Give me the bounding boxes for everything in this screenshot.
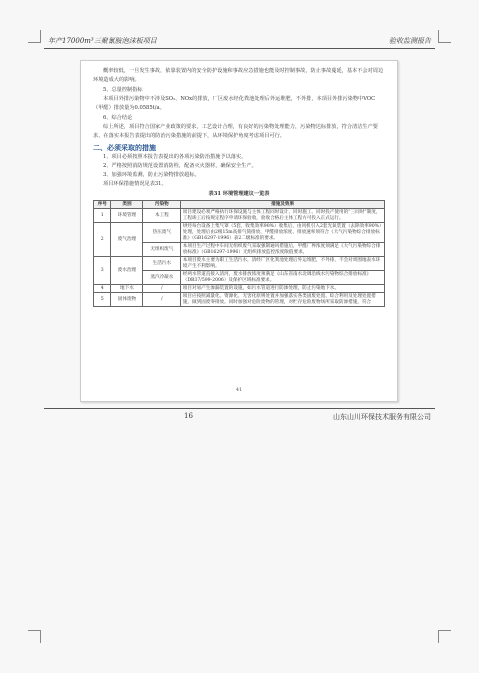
section5-title: 5、总量控制指标: [103, 87, 143, 93]
measure-2: 2、严格按照消防规范设置消防栓，配备灭火器材，确保安全生产。: [103, 163, 257, 169]
cell-measure: 项目建设必须严格执行环保设施与主体工程同时设计、同时施工、同时投产使用的“三同时”制度，工程竣工后按规定程序申请环保验收，验收合格后主体工程方可投入正式运行。: [181, 209, 385, 223]
crop-mark-top-right: [438, 30, 451, 43]
crop-mark-bottom-right: [438, 630, 451, 643]
cell-pollutant: 本工程: [143, 209, 181, 223]
cell-category: 固体废物: [111, 293, 143, 307]
table-row: [94, 223, 385, 243]
col-header-category: 类别: [111, 201, 143, 209]
section6-title: 6、综合结论: [103, 115, 133, 121]
cell-pollutant: 无组织废气: [143, 243, 181, 257]
cell-pollutant: 蒸汽冷凝水: [143, 271, 181, 285]
env-management-table: [93, 200, 385, 307]
measure-1: 1、项目必须按照本报告表提出的各项污染防治措施予以落实。: [103, 154, 247, 160]
footer-page-number: 16: [184, 412, 193, 420]
section5-text: 本项目外排污染物中不涉及SO₂、NOx的排放，厂区废水经化粪池处理后外运堆肥，不外排，本项目外排污染物中VOC（甲醛）排放量为0.0585t/a。: [93, 96, 376, 111]
cell-category: 环境管理: [111, 209, 143, 223]
project-title: 年产17000m³三聚氰胺泡沫板项目: [48, 37, 157, 45]
crop-mark-top-left: [28, 30, 41, 43]
cell-measure: 经两水管道直接入清河，废水排放浓度须满足《山东省南水北调沿线水污染物综合排放标准》（DB37/599-2006）及保护区域标准要求。: [181, 271, 385, 285]
cell-pollutant: 热压废气: [143, 223, 181, 243]
cell-no: 1: [94, 209, 111, 223]
report-header: [44, 34, 435, 49]
cell-no: 4: [94, 285, 111, 293]
paragraph-risk: 概率较低，一旦发生事故，依靠装置内的安全防护设施和事故应急措施也能及时控制事故，防止事故蔓延，基本不会对周边环境造成大的影响。: [93, 68, 384, 83]
cell-category: 废水治理: [111, 257, 143, 285]
col-header-measure: 措施及效果: [181, 201, 385, 209]
cell-measure: 本项目生产过程中车间无组织废气采取强制通风措施后，甲醛厂界浓度须满足《大气污染物综合排放标准》（GB16297-1996）无组织排放监控浓度限值要求。: [181, 243, 385, 257]
table-row: [94, 285, 385, 293]
table-row: [94, 293, 385, 307]
cell-no: 3: [94, 257, 111, 285]
table-caption: 表31 环境管理建议一览表: [208, 191, 270, 197]
section6-text: 综上所述，项目符合国家产业政策的要求，工艺设计合理，有良好的污染物处理能力，污染物达标排放，符合清洁生产要求，在落实本报告表提出的防治污染措施的前提下，从环境保护角度考虑项目可行。: [93, 124, 378, 139]
scanned-page: [80, 60, 398, 402]
col-header-no: 序号: [94, 201, 111, 209]
section2-heading: 二、必须采取的措施: [93, 143, 156, 152]
cell-no: 5: [94, 293, 111, 307]
cell-pollutant: /: [143, 285, 181, 293]
measure-4: 项目环保措施情况见表31。: [103, 181, 167, 187]
cell-pollutant: /: [143, 293, 181, 307]
cell-category: 废气治理: [111, 223, 143, 257]
table-row: [94, 257, 385, 271]
page-content: [93, 67, 385, 307]
measure-3: 3、加强环境监测，防止污染物排放超标。: [103, 172, 200, 178]
report-type: 验收监测报告: [389, 37, 431, 45]
crop-mark-bottom-left: [28, 630, 41, 643]
cell-no: 2: [94, 223, 111, 257]
cell-category: 地下水: [111, 285, 143, 293]
cell-measure: 本项目废水主要为职工生活污水，清经厂区化粪池处理后外运堆肥，不外排，不会对周围地表水环境产生不利影响。: [181, 257, 385, 271]
footer-company: 山东山川环保技术服务有限公司: [333, 413, 431, 421]
table-row: [94, 209, 385, 223]
cell-measure: 烘烃每台设备上集气罩（5套，收集效率90%）收集后，由风机引入2套光氧装置（去除效率90%）处理，处理后由2根15m高排气筒排放，甲醛排放浓度、排放速率须符合《大气污染物综合排放标准》（GB16297-1996）表2二级标准的要求。: [181, 223, 385, 243]
col-header-pollutant: 污染物: [143, 201, 181, 209]
cell-pollutant: 生活污水: [143, 257, 181, 271]
cell-measure: 项目对易产生渗漏装置的设施，如污水管道进行防渗处理，防止污染地下水。: [181, 285, 385, 293]
report-footer: [44, 408, 435, 421]
inner-page-number: 41: [235, 387, 243, 393]
cell-measure: 项目应按照减量化、资源化、无害化原则处置并加强落实各类固废处置、综合利用及处理处置措施，做到固废零排放。同时加强对危险废物的管理，对贮存危险废物场所采取防渗措施，符合: [181, 293, 385, 307]
